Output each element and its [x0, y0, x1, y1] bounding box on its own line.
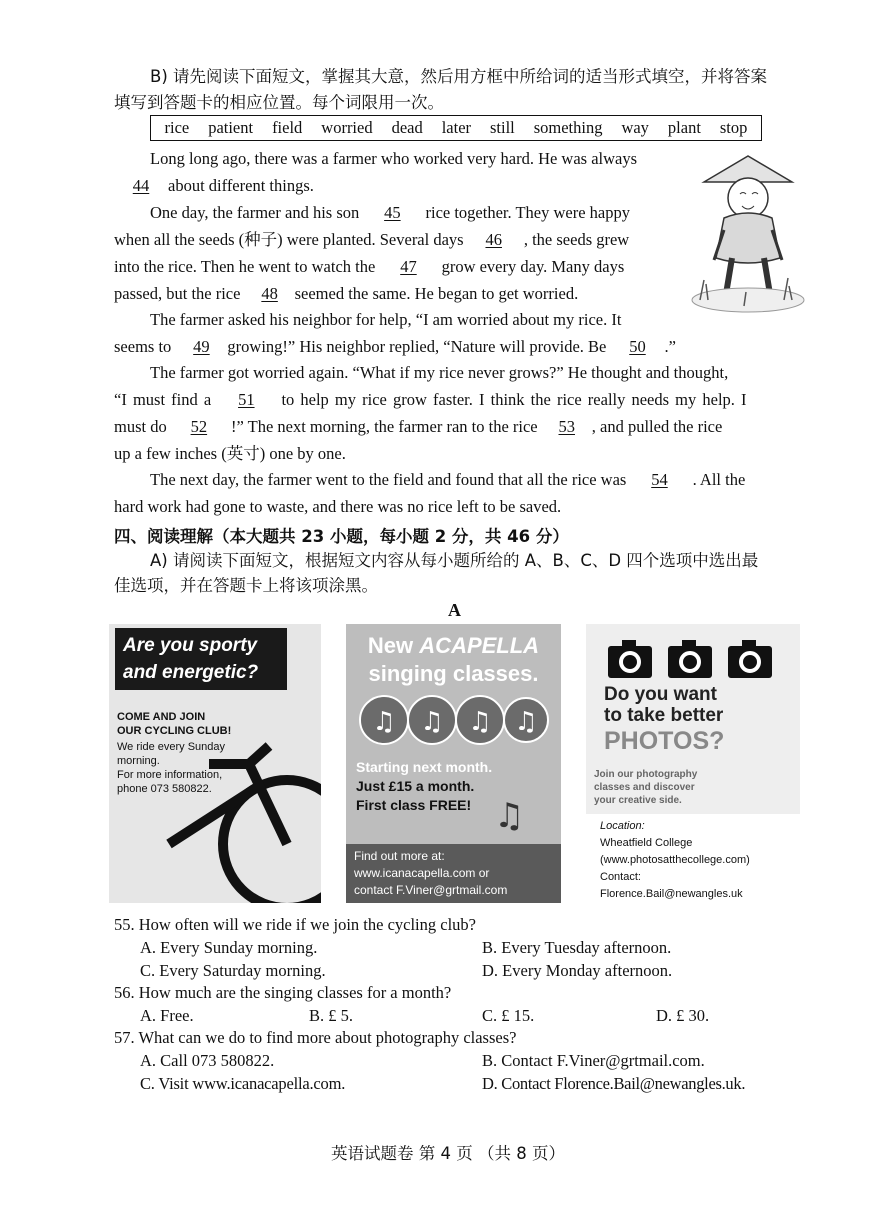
question-55-option-a[interactable]: A. Every Sunday morning.	[140, 938, 318, 957]
word-plant: plant	[667, 118, 701, 137]
question-57-stem: 57. What can we do to find more about photography classes?	[114, 1028, 517, 1047]
word-something: something	[533, 118, 603, 137]
passage-line: into the rice. Then he went to watch the 47 grow every day. Many days	[114, 257, 625, 276]
question-55-option-b[interactable]: B. Every Tuesday afternoon.	[482, 938, 672, 957]
passage-line: The farmer got worried again. “What if my rice never grows?” He thought and thought,	[150, 363, 729, 382]
photo-body: Join our photography classes and discover your creative side.	[594, 769, 698, 806]
section-heading: 四、阅读理解（本大题共 23 小题，每小题 2 分，共 46 分）	[114, 527, 569, 546]
passage-line: Long long ago, there was a farmer who worked very hard. He was always	[150, 149, 638, 168]
word-stop: stop	[719, 118, 748, 137]
photo-title: Do you want to take better PHOTOS?	[604, 684, 725, 755]
passage-line: The farmer asked his neighbor for help, “I am worried about my rice. It	[150, 310, 622, 329]
singing-poster	[346, 624, 561, 903]
singing-contact: Find out more at: www.icanacapella.com or contact F.Viner@grtmail.com	[354, 849, 508, 897]
question-55-option-d[interactable]: D. Every Monday afternoon.	[482, 961, 673, 980]
question-55-option-c[interactable]: C. Every Saturday morning.	[140, 961, 326, 980]
blank-50: 50	[629, 337, 646, 356]
blank-46: 46	[485, 230, 502, 249]
farmer-illustration	[684, 150, 810, 320]
cycling-info-text: We ride every Sunday morning. For more information, phone 073 580822.	[117, 741, 226, 795]
instruction-line-1: B) 请先阅读下面短文，掌握其大意，然后用方框中所给词的适当形式填空，并将答案	[150, 67, 768, 86]
blank-54: 54	[651, 470, 668, 489]
page-footer: 英语试题卷 第 4 页 （共 8 页）	[331, 1144, 565, 1163]
question-55-stem: 55. How often will we ride if we join the cycling club?	[114, 915, 476, 934]
passage-line: One day, the farmer and his son 45 rice together. They were happy	[150, 203, 630, 222]
question-56-option-b[interactable]: B. £ 5.	[309, 1006, 354, 1025]
word-later: later	[441, 118, 472, 137]
question-56-option-a[interactable]: A. Free.	[140, 1006, 194, 1025]
passage-line: must do 52 !” The next morning, the farmer ran to the rice 53 , and pulled the rice	[114, 417, 723, 436]
question-56-stem: 56. How much are the singing classes for a month?	[114, 983, 452, 1002]
blank-51: 51	[238, 390, 255, 409]
word-still: still	[489, 118, 515, 137]
svg-text:♫: ♫	[372, 707, 396, 737]
blank-47: 47	[400, 257, 417, 276]
singing-details: Starting next month. Just £15 a month. First class FREE!	[356, 759, 493, 813]
singing-title: New ACAPELLA singing classes.	[367, 633, 540, 686]
music-note-bubbles-icon	[356, 692, 551, 752]
question-56-option-c[interactable]: C. £ 15.	[482, 1006, 535, 1025]
passage-line: “I must find a 51 to help my rice grow faster. I think the rice really needs my help. I	[114, 390, 747, 409]
camera-icons	[608, 640, 788, 680]
section-instruction-2: 佳选项，并在答题卡上将该项涂黑。	[114, 576, 378, 595]
word-rice: rice	[164, 118, 190, 137]
svg-text:♫: ♫	[420, 707, 444, 737]
question-57-option-d[interactable]: D. Contact Florence.Bail@newangles.uk.	[482, 1074, 746, 1093]
question-57-option-c[interactable]: C. Visit www.icanacapella.com.	[140, 1074, 346, 1093]
question-57-option-a[interactable]: A. Call 073 580822.	[140, 1051, 275, 1070]
blank-45: 45	[384, 203, 401, 222]
word-field: field	[272, 118, 303, 137]
section-instruction-1: A) 请阅读下面短文，根据短文内容从每小题所给的 A、B、C、D 四个选项中选出最	[150, 551, 759, 570]
blank-52: 52	[190, 417, 208, 436]
cycling-headline: Are you sporty and energetic?	[123, 635, 259, 683]
instruction-line-2: 填写到答题卡的相应位置。每个词限用一次。	[114, 93, 444, 112]
question-56-option-d[interactable]: D. £ 30.	[656, 1006, 710, 1025]
blank-48: 48	[261, 284, 278, 303]
passage-line: 44 about different things.	[114, 175, 314, 197]
word-dead: dead	[391, 118, 423, 137]
svg-text:♫: ♫	[468, 707, 492, 737]
blank-53: 53	[558, 417, 575, 436]
passage-line: The next day, the farmer went to the field and found that all the rice was 54 . All the	[150, 470, 746, 489]
question-57-option-b[interactable]: B. Contact F.Viner@grtmail.com.	[482, 1051, 705, 1070]
passage-line: when all the seeds (种子) were planted. Several days 46 , the seeds grew	[114, 230, 630, 249]
passage-line: seems to 49 growing!” His neighbor replied, “Nature will provide. Be 50 .”	[114, 337, 676, 356]
word-way: way	[621, 118, 649, 137]
blank-44: 44	[132, 176, 150, 195]
word-box	[150, 115, 762, 141]
music-note-icon: ♫	[494, 796, 525, 836]
passage-label: A	[448, 600, 461, 620]
photo-contact: Location: Wheatfield College (www.photosatthecollege.com) Contact: Florence.Bail@newangles.uk	[600, 820, 750, 900]
blank-49: 49	[193, 337, 210, 356]
photography-poster	[586, 624, 800, 903]
passage-line: passed, but the rice 48 seemed the same. He began to get worried.	[114, 284, 579, 303]
cycling-poster	[109, 624, 321, 903]
svg-text:♫: ♫	[514, 707, 538, 737]
cycling-join-text: COME AND JOIN OUR CYCLING CLUB!	[117, 711, 232, 737]
passage-line: up a few inches (英寸) one by one.	[114, 444, 346, 463]
word-worried: worried	[321, 118, 373, 137]
passage-line: hard work had gone to waste, and there was no rice left to be saved.	[114, 497, 562, 516]
word-patient: patient	[208, 118, 254, 137]
